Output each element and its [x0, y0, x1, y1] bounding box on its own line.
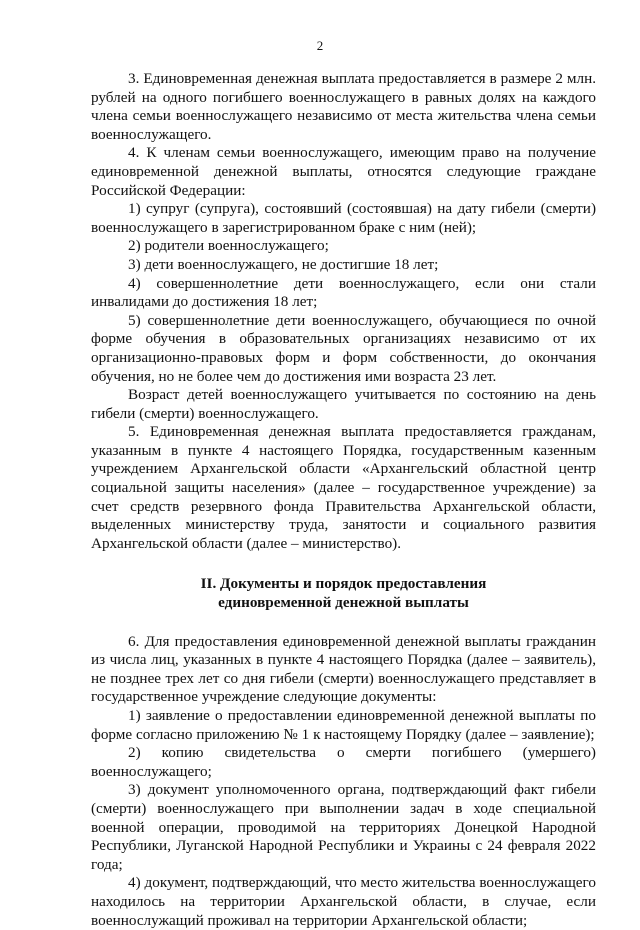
paragraph-age-note: Возраст детей военнослужащего учитывается по состоянию на день гибели (смерти) военнослужащего.: [91, 386, 596, 422]
list-item-death-certificate: 2) копию свидетельства о смерти погибшего (умершего) военнослужащего;: [91, 744, 596, 780]
section-heading: [91, 575, 596, 612]
paragraph-item-4: 4. К членам семьи военнослужащего, имеющим право на получение единовременной денежной выплаты, относятся следующие граждане Российской Федерации:: [91, 144, 596, 199]
list-item-children-under-18: 3) дети военнослужащего, не достигшие 18 лет;: [128, 255, 439, 273]
section-heading-line-2: единовременной денежной выплаты: [218, 594, 469, 612]
list-item-student-adult-children: 5) совершеннолетние дети военнослужащего, обучающиеся по очной форме обучения в образовательных организациях независимо от их организационно-правовых форм и форм собственности, до окончания обучения, но не более чем до достижения ими возраста 23 лет.: [91, 311, 596, 385]
section-heading-line-1: II. Документы и порядок предоставления: [200, 575, 487, 593]
list-item-spouse: 1) супруг (супруга), состоявший (состоявшая) на дату гибели (смерти) военнослужащего в зарегистрированном браке с ним (ней);: [91, 200, 596, 236]
list-item-authority-document: 3) документ уполномоченного органа, подтверждающий факт гибели (смерти) военнослужащего при выполнении задач в ходе специальной военной операции, проводимой на территориях Донецкой Народной Республики, Луганской Народной Республики и Украины с 24 февраля 2022 года;: [91, 781, 596, 873]
paragraph-item-6: 6. Для предоставления единовременной денежной выплаты гражданин из числа лиц, указанных в пункте 4 настоящего Порядка (далее – заявитель), не позднее трех лет со дня гибели (смерти) военнослужащего представляет в государственное учреждение следующие документы:: [91, 632, 596, 706]
paragraph-item-3: 3. Единовременная денежная выплата предоставляется в размере 2 млн. рублей на одного погибшего военнослужащего в равных долях на каждого члена семьи военнослужащего независимо от места жительства члена семьи военнослужащего.: [91, 70, 596, 143]
document-body: [91, 70, 596, 930]
list-item-residence-document: 4) документ, подтверждающий, что место жительства военнослужащего находилось на территории Архангельской области, в случае, если военнослужащий проживал на территории Архангельской области;: [91, 874, 596, 929]
list-item-parents: 2) родители военнослужащего;: [128, 237, 329, 255]
paragraph-item-5: 5. Единовременная денежная выплата предоставляется гражданам, указанным в пункте 4 настоящего Порядка, государственным казенным учреждением Архангельской области «Архангельский областной центр социальной защиты населения» (далее – государственное учреждение) за счет средств резервного фонда Правительства Архангельской области, выделенных министерству труда, занятости и социального развития Архангельской области (далее – министерство).: [91, 423, 596, 552]
page-number: 2: [316, 38, 324, 53]
list-item-disabled-adult-children: 4) совершеннолетние дети военнослужащего, если они стали инвалидами до достижения 18 лет;: [91, 274, 596, 311]
list-item-application: 1) заявление о предоставлении единовременной денежной выплаты по форме согласно приложению № 1 к настоящему Порядку (далее – заявление);: [91, 707, 596, 743]
